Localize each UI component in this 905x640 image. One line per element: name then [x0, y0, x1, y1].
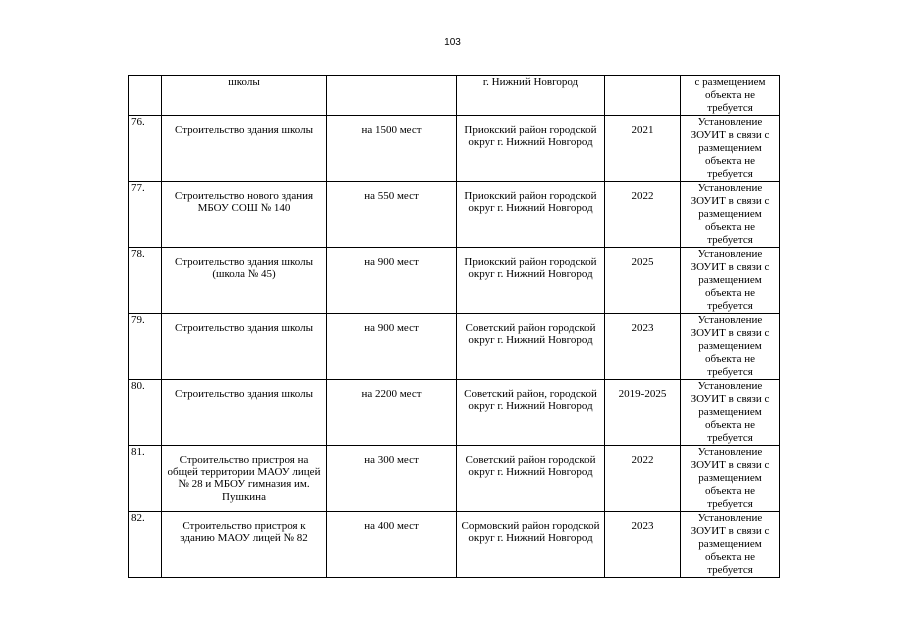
cell-year — [605, 248, 681, 314]
cell-name — [162, 512, 327, 578]
cell-year — [605, 446, 681, 512]
cell-name-text: Строительство здания школы — [175, 124, 313, 136]
table-row — [129, 116, 780, 182]
table-row — [129, 380, 780, 446]
cell-location — [457, 314, 605, 380]
cell-capacity — [327, 314, 457, 380]
cell-capacity-text: на 400 мест — [364, 520, 419, 532]
cell-name — [162, 248, 327, 314]
table-row — [129, 446, 780, 512]
cell-num — [129, 76, 162, 116]
cell-location — [457, 116, 605, 182]
cell-location-text: Приокский район городской округ г. Нижний Новгород — [464, 124, 597, 149]
cell-year-text: 2022 — [631, 190, 654, 202]
cell-name-text: Строительство нового здания МБОУ СОШ № 140 — [174, 190, 314, 215]
cell-note: Установление ЗОУИТ в связи с размещением объекта не требуется — [681, 116, 780, 182]
cell-capacity-text: на 2200 мест — [361, 388, 422, 400]
cell-year-text: 2021 — [631, 124, 654, 136]
cell-num: 79. — [129, 314, 162, 380]
cell-capacity-text: на 300 мест — [364, 454, 419, 466]
cell-note: Установление ЗОУИТ в связи с размещением объекта не требуется — [681, 380, 780, 446]
table-row — [129, 512, 780, 578]
cell-name — [162, 314, 327, 380]
cell-location — [457, 380, 605, 446]
cell-year-text: 2019-2025 — [618, 388, 667, 400]
table-row — [129, 248, 780, 314]
cell-num: 76. — [129, 116, 162, 182]
cell-capacity — [327, 182, 457, 248]
cell-location — [457, 248, 605, 314]
cell-capacity — [327, 380, 457, 446]
cell-name: школы — [162, 76, 327, 116]
objects-table — [128, 75, 780, 578]
cell-num: 78. — [129, 248, 162, 314]
cell-num: 82. — [129, 512, 162, 578]
cell-name — [162, 446, 327, 512]
cell-name — [162, 380, 327, 446]
cell-num: 80. — [129, 380, 162, 446]
cell-capacity-text: на 550 мест — [364, 190, 419, 202]
cell-year-text: 2022 — [631, 454, 654, 466]
cell-location-text: Приокский район городской округ г. Нижний Новгород — [464, 256, 597, 281]
cell-year-text: 2023 — [631, 322, 654, 334]
cell-name — [162, 116, 327, 182]
cell-year — [605, 76, 681, 116]
cell-note: Установление ЗОУИТ в связи с размещением объекта не требуется — [681, 182, 780, 248]
cell-note: Установление ЗОУИТ в связи с размещением объекта не требуется — [681, 446, 780, 512]
cell-capacity — [327, 446, 457, 512]
cell-location-text: Советский район, городской округ г. Нижний Новгород — [464, 388, 597, 413]
cell-location-text: Советский район городской округ г. Нижний Новгород — [465, 454, 596, 479]
cell-year-text: 2025 — [631, 256, 654, 268]
cell-capacity — [327, 76, 457, 116]
cell-capacity — [327, 116, 457, 182]
cell-name-text: Строительство здания школы — [175, 388, 313, 400]
cell-name-text: Строительство пристроя к зданию МАОУ лицей № 82 — [180, 520, 308, 545]
cell-note: с размещением объекта не требуется — [681, 76, 780, 116]
cell-location — [457, 182, 605, 248]
table-row — [129, 314, 780, 380]
cell-year — [605, 116, 681, 182]
cell-year-text: 2023 — [631, 520, 654, 532]
cell-num: 77. — [129, 182, 162, 248]
cell-capacity — [327, 512, 457, 578]
cell-location — [457, 512, 605, 578]
cell-capacity — [327, 248, 457, 314]
cell-capacity-text: на 1500 мест — [361, 124, 422, 136]
cell-location — [457, 446, 605, 512]
page-number: 103 — [444, 37, 461, 48]
table-row-continuation — [129, 76, 780, 116]
table-row — [129, 182, 780, 248]
cell-year — [605, 512, 681, 578]
cell-year — [605, 182, 681, 248]
cell-location-text: Приокский район городской округ г. Нижний Новгород — [464, 190, 597, 215]
cell-location: г. Нижний Новгород — [457, 76, 605, 116]
cell-year — [605, 314, 681, 380]
cell-location-text: Сормовский район городской округ г. Нижний Новгород — [461, 520, 600, 545]
cell-capacity-text: на 900 мест — [364, 256, 419, 268]
cell-note: Установление ЗОУИТ в связи с размещением объекта не требуется — [681, 248, 780, 314]
cell-name-text: Строительство пристроя на общей территории МАОУ лицей № 28 и МБОУ гимназия им. Пушкина — [167, 454, 321, 503]
cell-capacity-text: на 900 мест — [364, 322, 419, 334]
cell-num: 81. — [129, 446, 162, 512]
cell-name — [162, 182, 327, 248]
cell-name-text: Строительство здания школы (школа № 45) — [175, 256, 313, 281]
cell-name-text: Строительство здания школы — [175, 322, 313, 334]
cell-location-text: Советский район городской округ г. Нижний Новгород — [465, 322, 596, 347]
cell-note: Установление ЗОУИТ в связи с размещением объекта не требуется — [681, 512, 780, 578]
cell-year — [605, 380, 681, 446]
cell-note: Установление ЗОУИТ в связи с размещением объекта не требуется — [681, 314, 780, 380]
